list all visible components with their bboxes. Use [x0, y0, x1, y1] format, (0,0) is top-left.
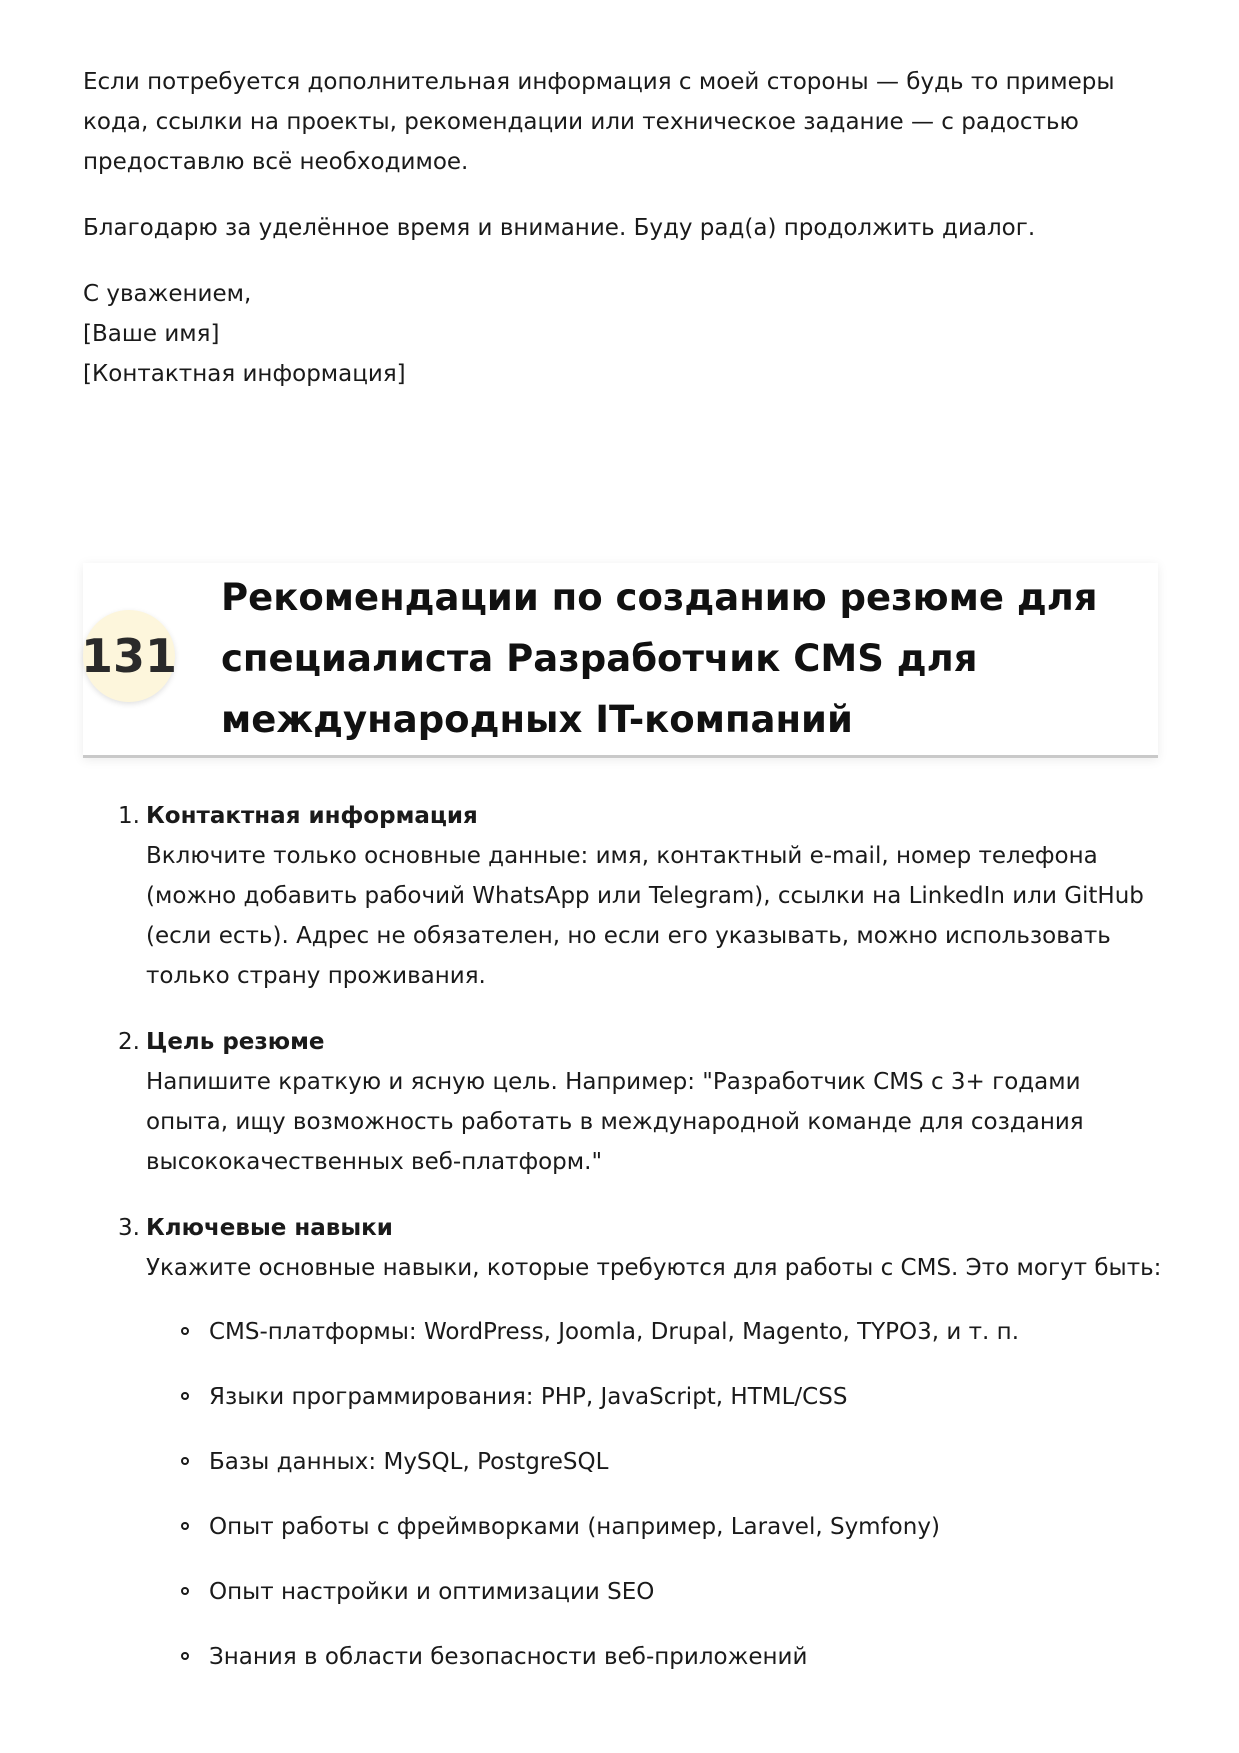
item-heading: Ключевые навыки: [146, 1215, 393, 1241]
sublist-item: [146, 1312, 1163, 1352]
item-body: Включите только основные данные: имя, контактный e-mail, номер телефона (можно добавить рабочий WhatsApp или Telegram), ссылки на LinkedIn или GitHub (если есть). Адрес не обязателен, но если его указывать, можно использовать только страну проживания.: [146, 843, 1144, 989]
item-body: Укажите основные навыки, которые требуются для работы с CMS. Это могут быть:: [146, 1255, 1162, 1281]
list-item: [83, 796, 1163, 996]
section-header: [80, 563, 1158, 758]
list-item: [83, 1022, 1163, 1182]
section-number-badge: 131: [83, 610, 175, 702]
skills-sublist: [146, 1312, 1163, 1677]
circle-bullet-icon: [181, 1327, 189, 1335]
sublist-item-text: Опыт работы с фреймворками (например, Laravel, Symfony): [209, 1514, 940, 1540]
letter-closing-block: [83, 62, 1168, 394]
item-heading: Контактная информация: [146, 803, 478, 829]
item-heading: Цель резюме: [146, 1029, 325, 1055]
circle-bullet-icon: [181, 1587, 189, 1595]
circle-bullet-icon: [181, 1652, 189, 1660]
item-number: 2.: [118, 1029, 140, 1055]
sublist-item-text: Опыт настройки и оптимизации SEO: [209, 1579, 655, 1605]
sublist-item: [146, 1637, 1163, 1677]
paragraph-thanks: Благодарю за уделённое время и внимание. Буду рад(а) продолжить диалог.: [83, 215, 1036, 241]
recommendations-list: [83, 796, 1163, 1703]
item-body: Напишите краткую и ясную цель. Например: "Разработчик CMS с 3+ годами опыта, ищу возможность работать в международной команде для создания высококачественных веб-платформ.": [146, 1069, 1084, 1175]
sublist-item: [146, 1442, 1163, 1482]
circle-bullet-icon: [181, 1522, 189, 1530]
item-number: 3.: [118, 1215, 140, 1241]
circle-bullet-icon: [181, 1457, 189, 1465]
signature-block: [83, 274, 1168, 394]
sublist-item: [146, 1572, 1163, 1612]
contact-placeholder: [Контактная информация]: [83, 361, 406, 387]
sublist-item-text: Языки программирования: PHP, JavaScript, HTML/CSS: [209, 1384, 848, 1410]
name-placeholder: [Ваше имя]: [83, 321, 220, 347]
sublist-item-text: Базы данных: MySQL, PostgreSQL: [209, 1449, 609, 1475]
sublist-item-text: CMS-платформы: WordPress, Joomla, Drupal, Magento, TYPO3, и т. п.: [209, 1319, 1020, 1345]
sublist-item: [146, 1507, 1163, 1547]
section-title: Рекомендации по созданию резюме для специалиста Разработчик CMS для международных IT-компаний: [221, 576, 1098, 741]
circle-bullet-icon: [181, 1392, 189, 1400]
sublist-item: [146, 1377, 1163, 1417]
closing-salutation: С уважением,: [83, 281, 252, 307]
item-number: 1.: [118, 803, 140, 829]
list-item: [83, 1208, 1163, 1677]
paragraph-additional-info: Если потребуется дополнительная информация с моей стороны — будь то примеры кода, ссылки на проекты, рекомендации или техническое задание — с радостью предоставлю всё необходимое.: [83, 69, 1115, 175]
sublist-item-text: Знания в области безопасности веб-приложений: [209, 1644, 808, 1670]
